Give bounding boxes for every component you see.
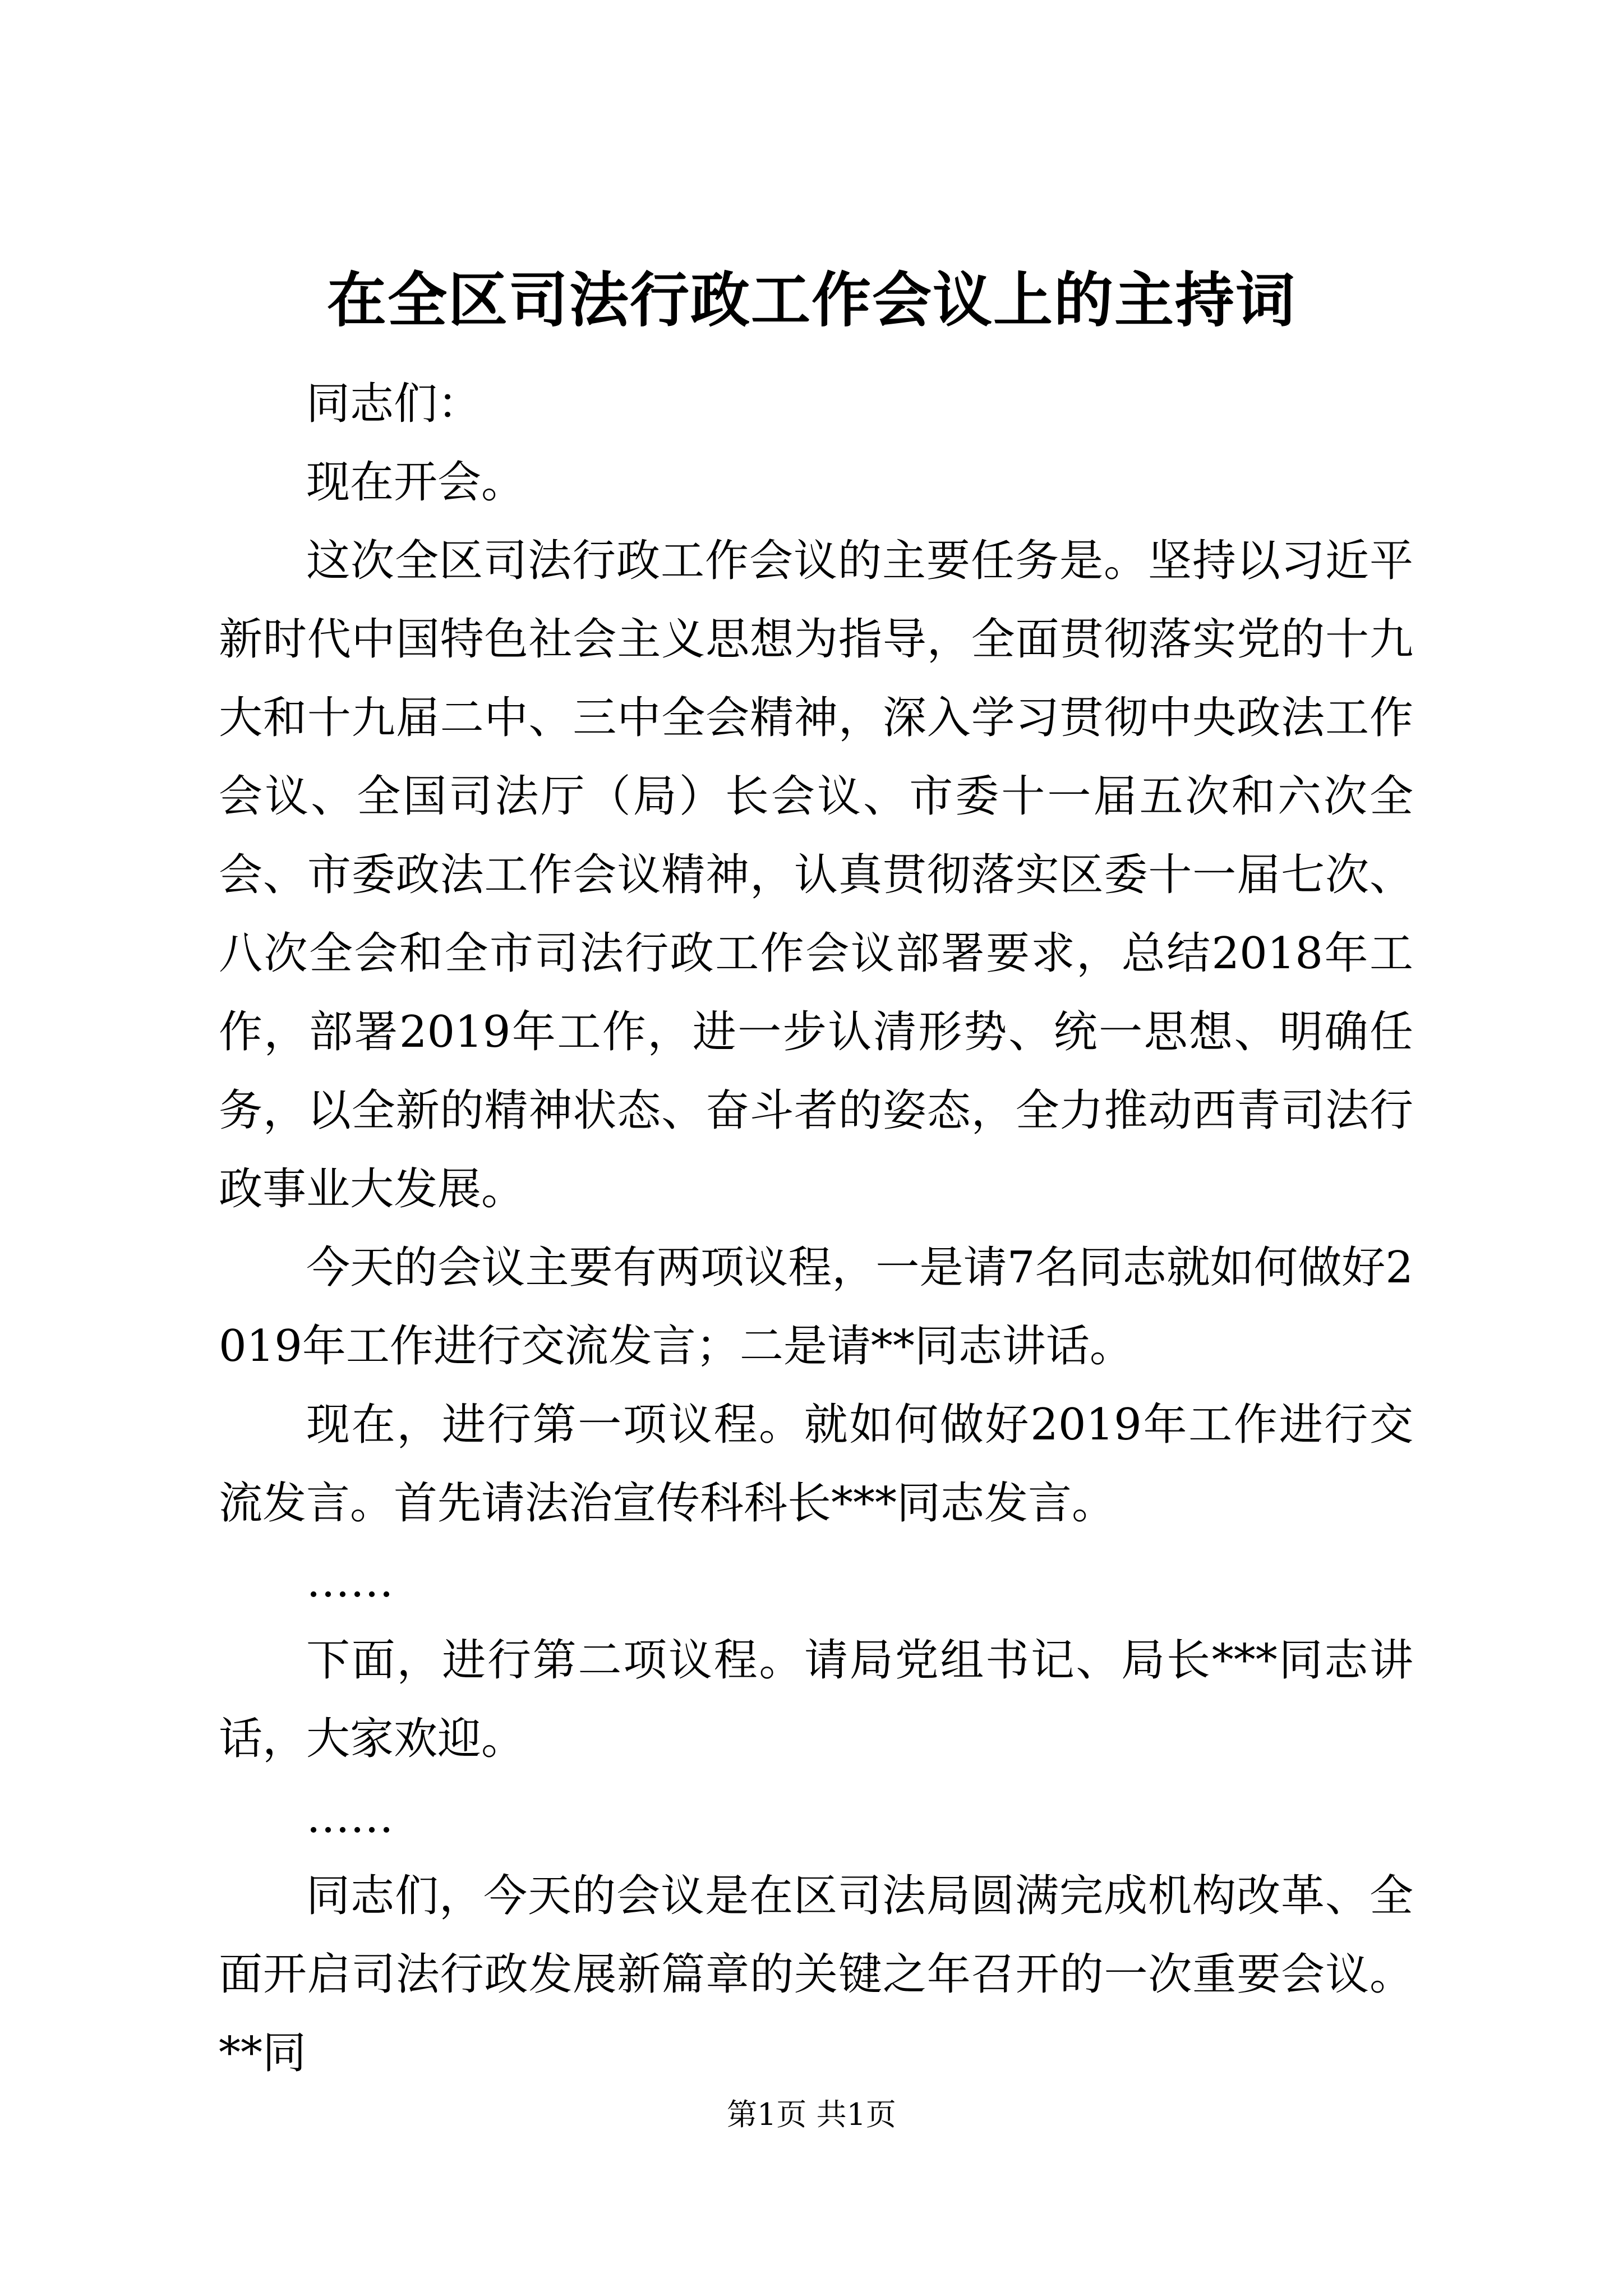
document-title: 在全区司法行政工作会议上的主持词 (327, 265, 1296, 335)
paragraph-second-item: 下面，进行第二项议程。请局党组书记、局长***同志讲话，大家欢迎。 (219, 1635, 1413, 1764)
paragraph-opening: 现在开会。 (306, 457, 525, 508)
paragraph-main-task: 这次全区司法行政工作会议的主要任务是。坚持以习近平新时代中国特色社会主义思想为指导，全面贯彻落实党的十九大和十九届二中、三中全会精神，深入学习贯彻中央政法工作会议、全国司法厅（局）长会议、市委十一届五次和六次全会、市委政法工作会议精神，认真贯彻落实区委十一届七次、八次全会和全市司法行政工作会议部署要求，总结2018年工作，部署2019年工作，进一步认清形势、统一思想、明确任务，以全新的精神状态、奋斗者的姿态，全力推动西青司法行政事业大发展。 (219, 536, 1413, 1214)
paragraph-ellipsis: …… (306, 1557, 394, 1607)
paragraph-salutation: 同志们： (306, 379, 482, 429)
document-body (219, 365, 1413, 2092)
paragraph-closing: 同志们，今天的会议是在区司法局圆满完成机构改革、全面开启司法行政发展新篇章的关键之年召开的一次重要会议。**同 (219, 1871, 1413, 2078)
paragraph-agenda: 今天的会议主要有两项议程，一是请7名同志就如何做好2019年工作进行交流发言；二是请**同志讲话。 (219, 1243, 1413, 1372)
paragraph-first-item: 现在，进行第一项议程。就如何做好2019年工作进行交流发言。首先请法治宣传科科长***同志发言。 (219, 1400, 1413, 1529)
paragraph-ellipsis: …… (306, 1792, 394, 1843)
page-number: 第1页 共1页 (727, 2097, 896, 2132)
